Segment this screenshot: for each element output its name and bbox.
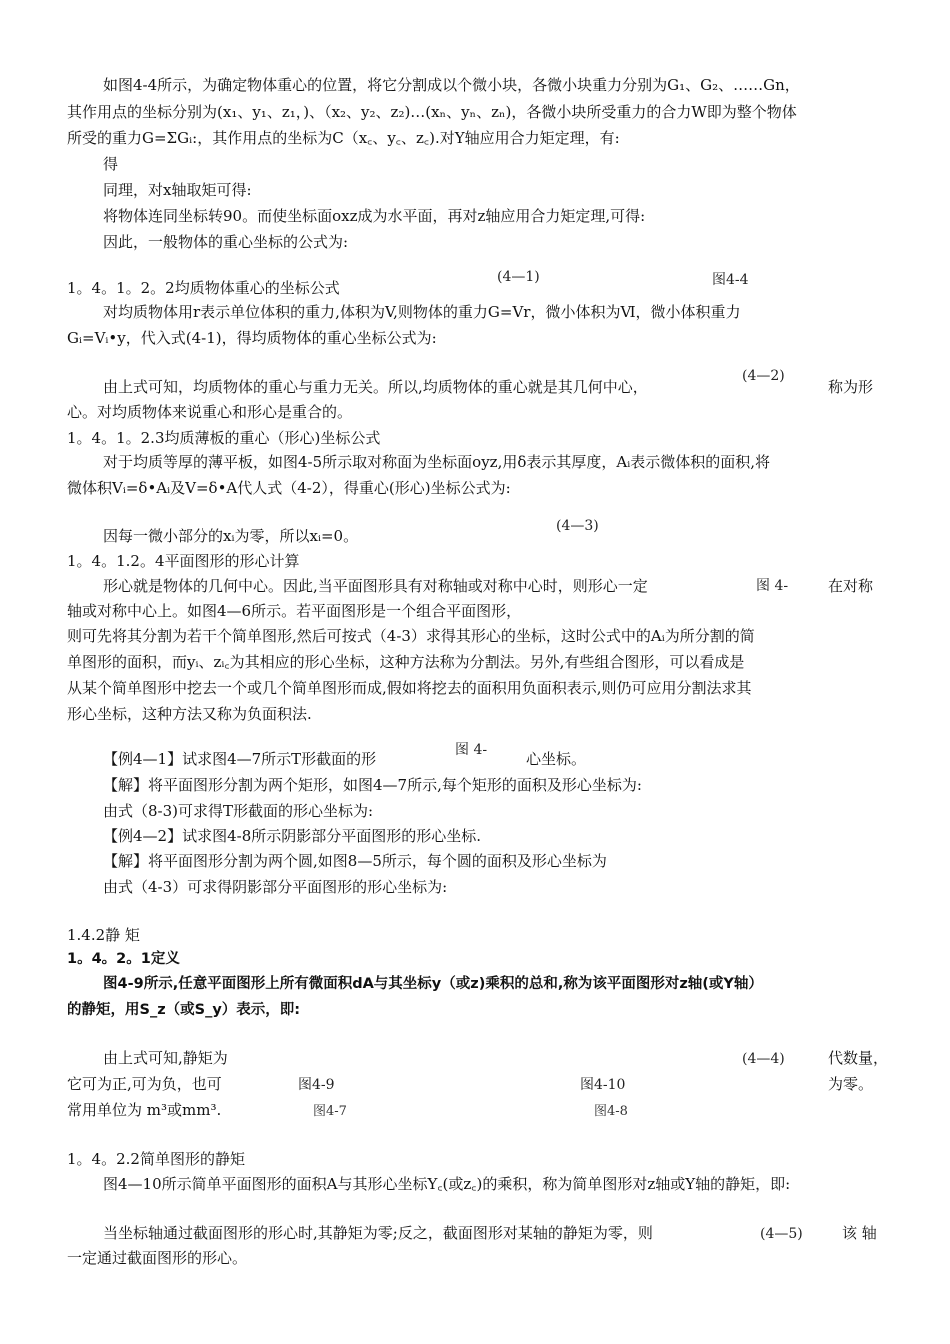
paragraph-line: 它可为正,可为负，也可	[67, 1075, 222, 1093]
paragraph-line: 常用单位为 m³或mm³.	[67, 1101, 222, 1119]
figure-caption: 图4-8	[594, 1104, 628, 1119]
paragraph-line: 得	[103, 155, 119, 173]
paragraph-line: 对均质物体用r表示单位体积的重力,体积为V,则物体的重力G=Vr，微小体积为Ⅵ，微小体积重力	[103, 303, 741, 321]
figure-caption: 图4-7	[313, 1104, 347, 1119]
equation-number: (4—3)	[556, 518, 599, 534]
paragraph-line: 由式（8-3)可求得T形截面的形心坐标为:	[103, 802, 374, 820]
paragraph-line: 当坐标轴通过截面图形的形心时,其静矩为零;反之，截面图形对某轴的静矩为零，则	[103, 1224, 653, 1242]
figure-caption: 图4-10	[580, 1077, 626, 1093]
paragraph-line: 如图4-4所示，为确定物体重心的位置，将它分割成以个微小块，各微小块重力分别为G₁、G₂、……Gn，	[103, 76, 800, 94]
paragraph-line: 从某个简单图形中挖去一个或几个简单图形而成,假如将挖去的面积用负面积表示,则仍可应用分割法求其	[67, 679, 752, 697]
paragraph-line: Gᵢ=Vᵢ•y，代入式(4-1)，得均质物体的重心坐标公式为:	[67, 329, 437, 347]
paragraph-line: 轴或对称中心上。如图4—6所示。若平面图形是一个组合平面图形，	[67, 602, 522, 620]
section-heading: 1。4。1.2。4平面图形的形心计算	[67, 552, 300, 570]
paragraph-line: 心坐标。	[526, 750, 587, 768]
equation-number: (4—2)	[742, 368, 785, 384]
subsection-heading: 1。4。2。1定义	[67, 951, 180, 967]
equation-number: (4—1)	[497, 269, 540, 285]
paragraph-line: 由式（4-3）可求得阴影部分平面图形的形心坐标为:	[103, 878, 448, 896]
equation-number: (4—5)	[760, 1226, 803, 1242]
paragraph-line: 图4-9所示,任意平面图形上所有微面积dA与其坐标y（或z)乘积的总和,称为该平面图形对z轴(或Y轴）	[103, 976, 763, 992]
figure-caption: 图4-4	[712, 272, 749, 288]
equation-number: (4—4)	[742, 1051, 785, 1067]
section-heading: 1。4。1。2.3均质薄板的重心（形心)坐标公式	[67, 429, 381, 447]
paragraph-line: 同理，对x轴取矩可得:	[103, 181, 252, 199]
paragraph-line: 一定通过截面图形的形心。	[67, 1249, 248, 1267]
paragraph-line: 由上式可知,静矩为	[103, 1049, 228, 1067]
paragraph-line: 【例4—1】试求图4—7所示T形截面的形	[103, 750, 377, 768]
paragraph-line: 因每一微小部分的xᵢ为零，所以xᵢ=0。	[103, 527, 359, 545]
paragraph-line: 形心坐标，这种方法又称为负面积法.	[67, 705, 312, 723]
figure-caption: 图 4-	[756, 578, 789, 594]
paragraph-line: 【例4—2】试求图4-8所示阴影部分平面图形的形心坐标.	[103, 827, 482, 845]
paragraph-line: 该 轴	[842, 1224, 877, 1242]
paragraph-line: 则可先将其分割为若干个简单图形,然后可按式（4-3）求得其形心的坐标，这时公式中的Aᵢ为所分割的简	[67, 627, 755, 645]
paragraph-line: 的静矩，用S_z（或S_y）表示，即:	[67, 1002, 301, 1018]
paragraph-line: 在对称	[828, 577, 874, 595]
paragraph-line: 微体积Vᵢ=δ•Aᵢ及V=δ•A代人式（4-2），得重心(形心)坐标公式为:	[67, 479, 511, 497]
section-heading: 1。4。1。2。2均质物体重心的坐标公式	[67, 279, 340, 297]
paragraph-line: 图4—10所示简单平面图形的面积A与其形心坐标Y꜀(或z꜀)的乘积，称为简单图形对z轴或Y轴的静矩，即:	[103, 1175, 791, 1193]
paragraph-line: 【解】将平面图形分割为两个矩形，如图4—7所示,每个矩形的面积及形心坐标为:	[103, 776, 642, 794]
figure-caption: 图4-9	[298, 1077, 335, 1093]
paragraph-line: 单图形的面积，而yᵢ、zᵢ꜀为其相应的形心坐标，这种方法称为分割法。另外,有些组合图形，可以看成是	[67, 653, 745, 671]
paragraph-line: 因此，一般物体的重心坐标的公式为:	[103, 233, 349, 251]
section-heading: 1.4.2静 矩	[67, 926, 140, 944]
paragraph-line: 其作用点的坐标分别为(x₁、y₁、z₁，)、（x₂、y₂、z₂)…(xₙ、yₙ、zₙ)，各微小块所受重力的合力W即为整个物体	[67, 103, 797, 121]
paragraph-line: 为零。	[828, 1075, 874, 1093]
paragraph-line: 称为形	[828, 378, 874, 396]
paragraph-line: 代数量，	[828, 1049, 889, 1067]
paragraph-line: 由上式可知，均质物体的重心与重力无关。所以,均质物体的重心就是其几何中心，	[103, 378, 648, 396]
paragraph-line: 所受的重力G=ΣGᵢ:，其作用点的坐标为C（x꜀、y꜀、z꜀).对Y轴应用合力矩定理，有:	[67, 129, 620, 147]
paragraph-line: 对于均质等厚的薄平板，如图4-5所示取对称面为坐标面oyz,用δ表示其厚度，Aᵢ表示微体积的面积,将	[103, 453, 770, 471]
figure-caption: 图 4-	[455, 742, 488, 758]
paragraph-line: 心。对均质物体来说重心和形心是重合的。	[67, 403, 353, 421]
paragraph-line: 将物体连同坐标转90。而使坐标面oxz成为水平面，再对z轴应用合力矩定理,可得:	[103, 207, 646, 225]
paragraph-line: 形心就是物体的几何中心。因此,当平面图形具有对称轴或对称中心时，则形心一定	[103, 577, 648, 595]
section-heading: 1。4。2.2简单图形的静矩	[67, 1150, 245, 1168]
paragraph-line: 【解】将平面图形分割为两个圆,如图8—5所示，每个圆的面积及形心坐标为	[103, 852, 607, 870]
